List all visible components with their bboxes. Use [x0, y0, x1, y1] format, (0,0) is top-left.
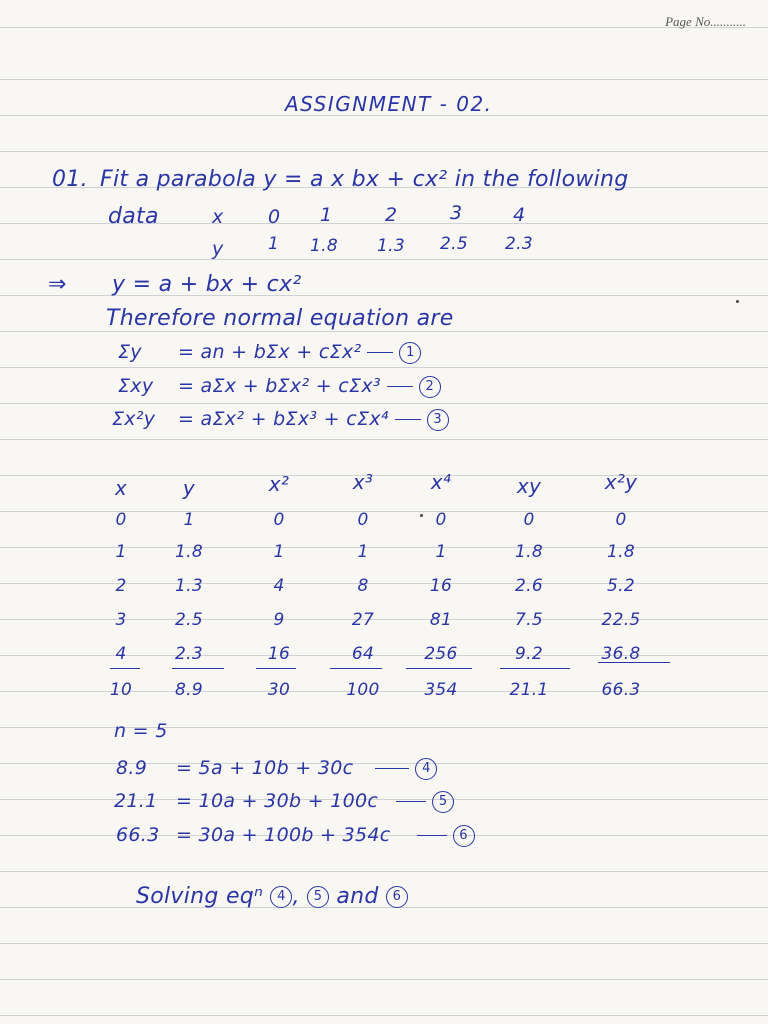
table-cell: 22.5	[601, 610, 641, 630]
table-cell: 2.6	[515, 576, 543, 596]
table-cell: 9	[273, 610, 285, 630]
table-cell: 256	[424, 644, 458, 664]
table-cell: 7.5	[515, 610, 543, 630]
table-cell: 0	[357, 510, 369, 530]
y-value: 2.3	[505, 234, 533, 254]
normal-eq-lhs: Σx²y	[112, 408, 156, 430]
table-cell: 2.5	[175, 610, 203, 630]
table-cell: 8	[357, 576, 369, 596]
underline	[598, 662, 670, 663]
table-header: xy	[516, 474, 542, 498]
question-data-label: data	[108, 204, 159, 229]
underline	[500, 668, 570, 669]
table-total-cell: 8.9	[175, 680, 203, 700]
x-value: 2	[385, 204, 398, 226]
table-cell: 2.3	[175, 644, 203, 664]
underline	[172, 668, 224, 669]
normal-eq-lhs: Σy	[118, 341, 142, 363]
table-cell: 0	[273, 510, 285, 530]
page-title: ASSIGNMENT - 02.	[285, 92, 493, 116]
table-cell: 36.8	[601, 644, 641, 664]
table-cell: 16	[429, 576, 453, 596]
equation-rhs: = 30a + 100b + 354c 6	[176, 824, 475, 847]
normal-equation-intro: Therefore normal equation are	[106, 306, 454, 331]
table-cell: 5.2	[607, 576, 635, 596]
table-cell: 0	[435, 510, 447, 530]
equation-lhs: 21.1	[114, 790, 158, 812]
normal-eq-rhs: = an + bΣx + cΣx² 1	[178, 341, 421, 364]
eq-tag: 3	[427, 409, 449, 431]
table-header: x²	[268, 472, 290, 496]
ink-speck	[736, 300, 739, 303]
question-number: 01.	[52, 167, 88, 192]
n-value: n = 5	[114, 720, 168, 742]
model-equation: y = a + bx + cx²	[112, 272, 302, 297]
table-header: x³	[352, 470, 374, 494]
eq-tag: 2	[419, 376, 441, 398]
ink-speck	[420, 514, 423, 517]
table-cell: 1.3	[175, 576, 203, 596]
table-total-cell: 21.1	[509, 680, 549, 700]
table-total-cell: 30	[267, 680, 291, 700]
normal-eq-rhs: = aΣx² + bΣx³ + cΣx⁴ 3	[178, 408, 449, 431]
table-cell: 1	[435, 542, 447, 562]
y-value: 2.5	[440, 234, 468, 254]
table-cell: 1	[115, 542, 127, 562]
underline	[256, 668, 296, 669]
underline	[110, 668, 140, 669]
table-cell: 1	[273, 542, 285, 562]
table-header: x²y	[604, 470, 638, 494]
table-cell: 1.8	[175, 542, 203, 562]
eq-tag: 4	[415, 758, 437, 780]
table-cell: 16	[267, 644, 291, 664]
table-cell: 64	[351, 644, 375, 664]
table-cell: 81	[429, 610, 453, 630]
eq-tag: 6	[453, 825, 475, 847]
table-cell: 4	[115, 644, 127, 664]
table-header: x⁴	[430, 470, 452, 494]
eq-tag: 5	[432, 791, 454, 813]
eq-tag: 5	[307, 886, 329, 908]
table-cell: 1	[357, 542, 369, 562]
table-total-cell: 354	[424, 680, 458, 700]
x-value: 0	[268, 206, 281, 228]
normal-eq-rhs: = aΣx + bΣx² + cΣx³ 2	[178, 375, 441, 398]
y-value: 1.8	[310, 236, 338, 256]
question-line-1: Fit a parabola y = a x bx + cx² in the following	[100, 167, 629, 192]
question-x-label: x	[212, 206, 224, 228]
table-total-cell: 10	[109, 680, 133, 700]
eq-tag: 4	[270, 886, 292, 908]
solving-line: Solving eqⁿ 4 , 5 and 6	[136, 884, 408, 909]
x-value: 1	[320, 204, 333, 226]
table-cell: 9.2	[515, 644, 543, 664]
table-cell: 0	[115, 510, 127, 530]
eq-tag: 6	[386, 886, 408, 908]
equation-lhs: 8.9	[116, 757, 148, 779]
table-cell: 4	[273, 576, 285, 596]
y-value: 1.3	[377, 236, 405, 256]
table-cell: 0	[615, 510, 627, 530]
table-cell: 0	[523, 510, 535, 530]
table-header: x	[114, 476, 128, 500]
table-cell: 1.8	[515, 542, 543, 562]
table-cell: 1.8	[607, 542, 635, 562]
y-value: 1	[268, 234, 280, 254]
x-value: 4	[513, 204, 526, 226]
table-total-cell: 100	[346, 680, 380, 700]
equation-rhs: = 10a + 30b + 100c 5	[176, 790, 454, 813]
table-cell: 27	[351, 610, 375, 630]
table-cell: 2	[115, 576, 127, 596]
question-y-label: y	[212, 238, 224, 260]
implies-arrow: ⇒	[48, 272, 67, 297]
table-total-cell: 66.3	[601, 680, 641, 700]
underline	[330, 668, 382, 669]
equation-lhs: 66.3	[116, 824, 160, 846]
table-cell: 3	[115, 610, 127, 630]
normal-eq-lhs: Σxy	[118, 375, 154, 397]
x-value: 3	[450, 202, 463, 224]
equation-rhs: = 5a + 10b + 30c 4	[176, 757, 437, 780]
table-cell: 1	[183, 510, 195, 530]
table-header: y	[182, 476, 196, 500]
page-number-label: Page No...........	[665, 14, 746, 29]
eq-tag: 1	[399, 342, 421, 364]
underline	[406, 668, 472, 669]
